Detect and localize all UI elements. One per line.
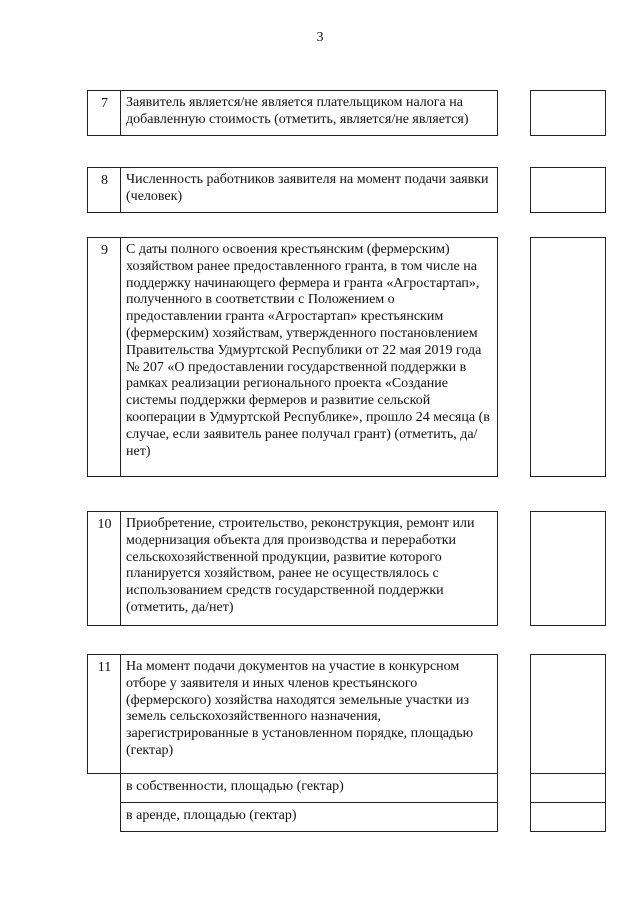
lease-area-field[interactable] xyxy=(530,803,606,832)
row-text: Приобретение, строительство, реконструкция, ремонт или модернизация объекта для производства и переработки сельскохозяйственной продукции, развитие которого планируется хозяйством, ранее не осуществлялось с использованием средств государственной поддержки (отметить, да/нет) xyxy=(120,511,498,626)
row-number: 7 xyxy=(87,90,121,136)
row-text: С даты полного освоения крестьянским (фермерским) хозяйством ранее предоставленного гранта, в том числе на поддержку начинающего фермера и гранта «Агростартап», полученного в соответствии с Положением о предоставлении гранта «Агростартап» крестьянским (фермерским) хозяйствам, утвержденного постановлением Правительства Удмуртской Республики от 22 мая 2019 года № 207 «О предоставлении государственной поддержки в рамках реализации регионального проекта «Создание системы поддержки фермеров и развитие сельской кооперации в Удмуртской Республике», прошло 24 месяца (в случае, если заявитель ранее получал грант) (отметить, да/нет) xyxy=(120,237,498,477)
row-number: 9 xyxy=(87,237,121,477)
answer-field[interactable] xyxy=(530,237,606,477)
row-number: 11 xyxy=(87,654,121,774)
row-number: 8 xyxy=(87,167,121,213)
answer-field[interactable] xyxy=(530,511,606,626)
subrow-lease-text: в аренде, площадью (гектар) xyxy=(120,803,498,832)
answer-field[interactable] xyxy=(530,90,606,136)
row-text: Численность работников заявителя на момент подачи заявки (человек) xyxy=(120,167,498,213)
page-number: 3 xyxy=(316,30,324,45)
ownership-area-field[interactable] xyxy=(530,774,606,803)
answer-field[interactable] xyxy=(530,167,606,213)
answer-field[interactable] xyxy=(530,654,606,774)
row-text: На момент подачи документов на участие в конкурсном отборе у заявителя и иных членов крестьянского (фермерского) хозяйства находятся земельные участки из земель сельскохозяйственного назначения, зарегистрированные в установленном порядке, площадью (гектар) xyxy=(120,654,498,774)
row-text: Заявитель является/не является плательщиком налога на добавленную стоимость (отметить, является/не является) xyxy=(120,90,498,136)
subrow-ownership-text: в собственности, площадью (гектар) xyxy=(120,774,498,803)
row-number: 10 xyxy=(87,511,121,626)
